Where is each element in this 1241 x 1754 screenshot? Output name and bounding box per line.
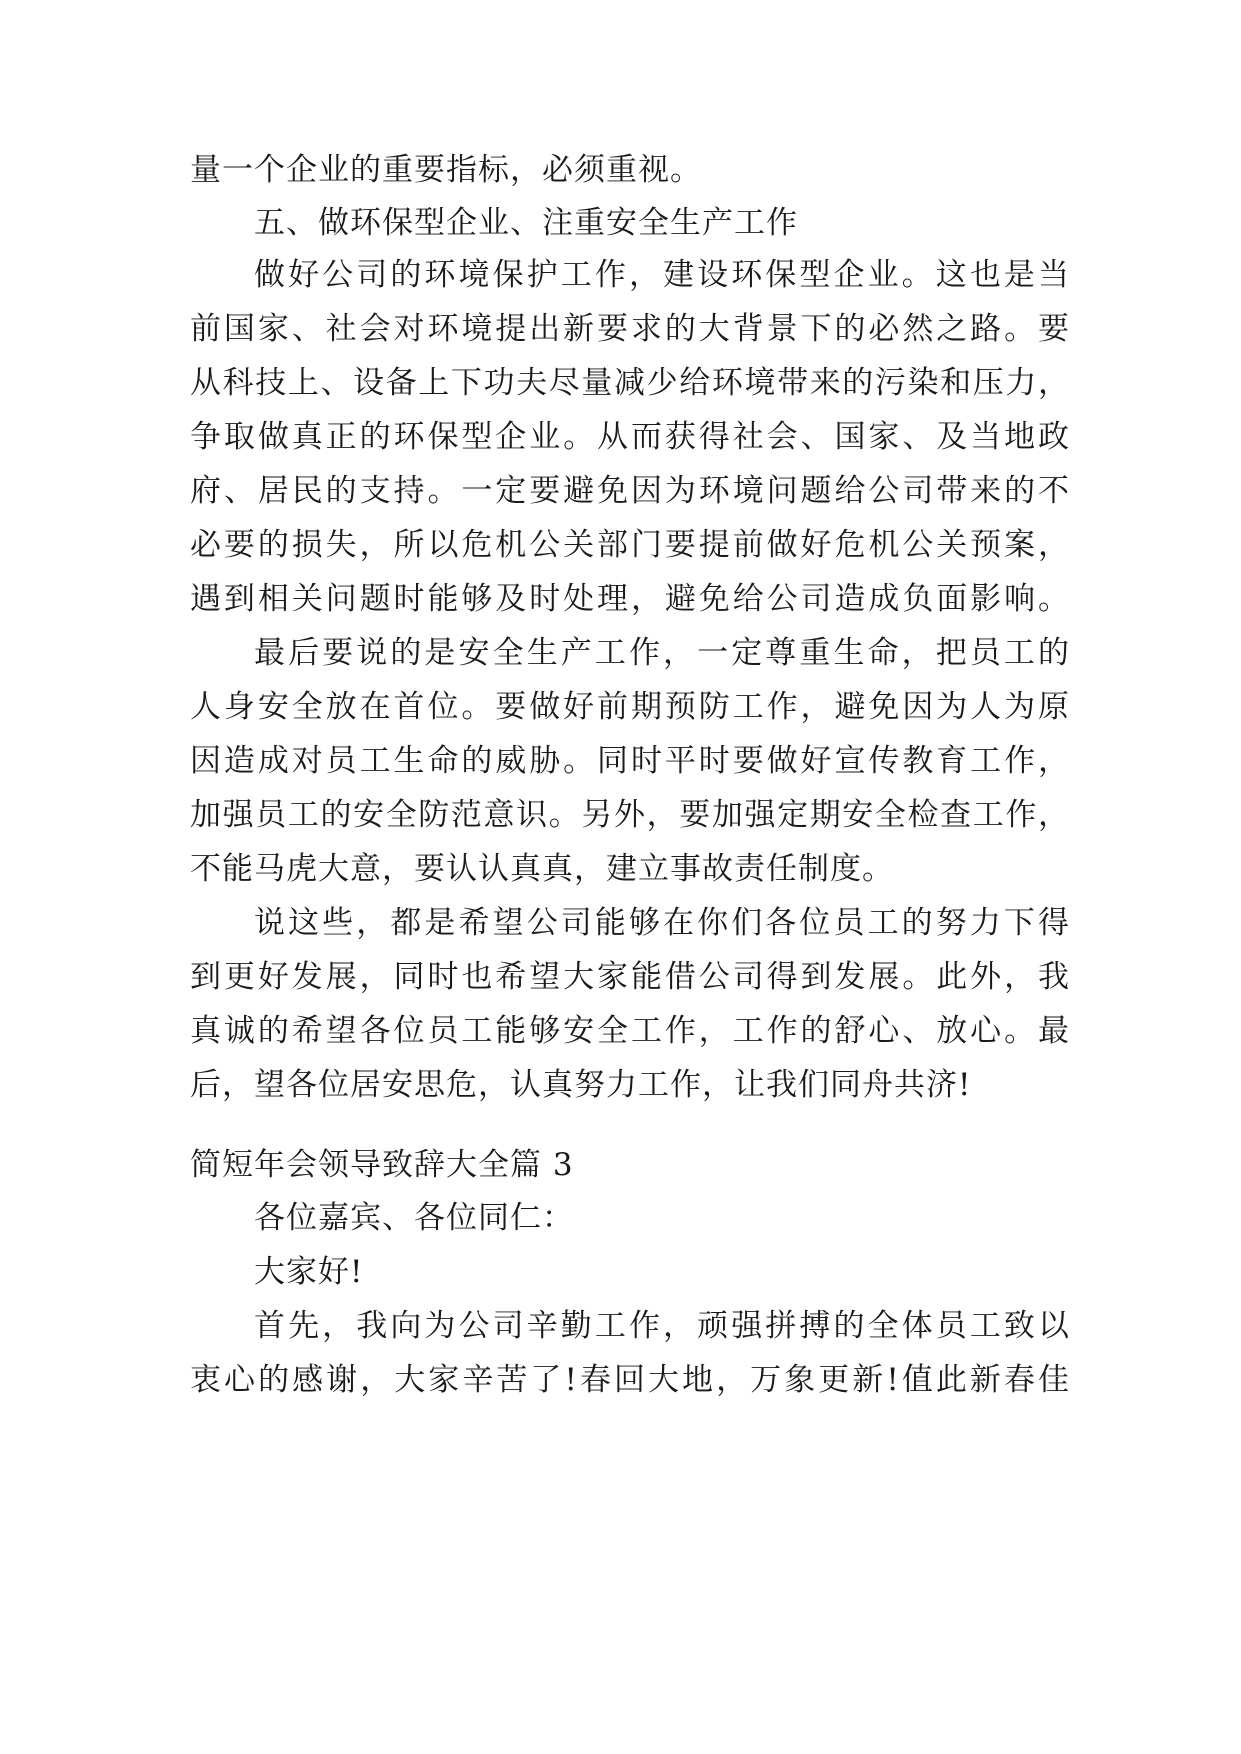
paragraph-line: 首先，我向为公司辛勤工作，顽强拼搏的全体员工致以 xyxy=(254,1308,1070,1344)
paragraph-line: 争取做真正的环保型企业。从而获得社会、国家、及当地政 xyxy=(190,419,1070,455)
paragraph-line: 前国家、社会对环境提出新要求的大背景下的必然之路。要 xyxy=(190,311,1070,347)
paragraph-line: 衷心的感谢，大家辛苦了!春回大地，万象更新!值此新春佳 xyxy=(190,1362,1070,1398)
section-title: 简短年会领导致辞大全篇 3 xyxy=(190,1147,574,1183)
paragraph-line: 府、居民的支持。一定要避免因为环境问题给公司带来的不 xyxy=(190,473,1070,509)
paragraph-line: 从科技上、设备上下功夫尽量减少给环境带来的污染和压力， xyxy=(190,365,1070,401)
paragraph-line: 量一个企业的重要指标，必须重视。 xyxy=(190,152,702,188)
greeting: 大家好! xyxy=(254,1254,364,1290)
paragraph-line: 加强员工的安全防范意识。另外，要加强定期安全检查工作， xyxy=(190,797,1070,833)
paragraph-line: 最后要说的是安全生产工作，一定尊重生命，把员工的 xyxy=(254,635,1070,671)
paragraph-line: 说这些，都是希望公司能够在你们各位员工的努力下得 xyxy=(254,905,1070,941)
paragraph-line: 必要的损失，所以危机公关部门要提前做好危机公关预案， xyxy=(190,527,1070,563)
paragraph-line: 不能马虎大意，要认认真真，建立事故责任制度。 xyxy=(190,851,894,887)
salutation: 各位嘉宾、各位同仁： xyxy=(254,1200,574,1236)
paragraph-line: 因造成对员工生命的威胁。同时平时要做好宣传教育工作， xyxy=(190,743,1070,779)
paragraph-line: 遇到相关问题时能够及时处理，避免给公司造成负面影响。 xyxy=(190,581,1070,617)
section-heading: 五、做环保型企业、注重安全生产工作 xyxy=(254,205,798,241)
paragraph-line: 做好公司的环境保护工作，建设环保型企业。这也是当 xyxy=(254,257,1070,293)
paragraph-line: 后，望各位居安思危，认真努力工作，让我们同舟共济! xyxy=(190,1067,972,1103)
paragraph-line: 到更好发展，同时也希望大家能借公司得到发展。此外，我 xyxy=(190,959,1070,995)
paragraph-line: 真诚的希望各位员工能够安全工作，工作的舒心、放心。最 xyxy=(190,1013,1070,1049)
paragraph-line: 人身安全放在首位。要做好前期预防工作，避免因为人为原 xyxy=(190,689,1070,725)
